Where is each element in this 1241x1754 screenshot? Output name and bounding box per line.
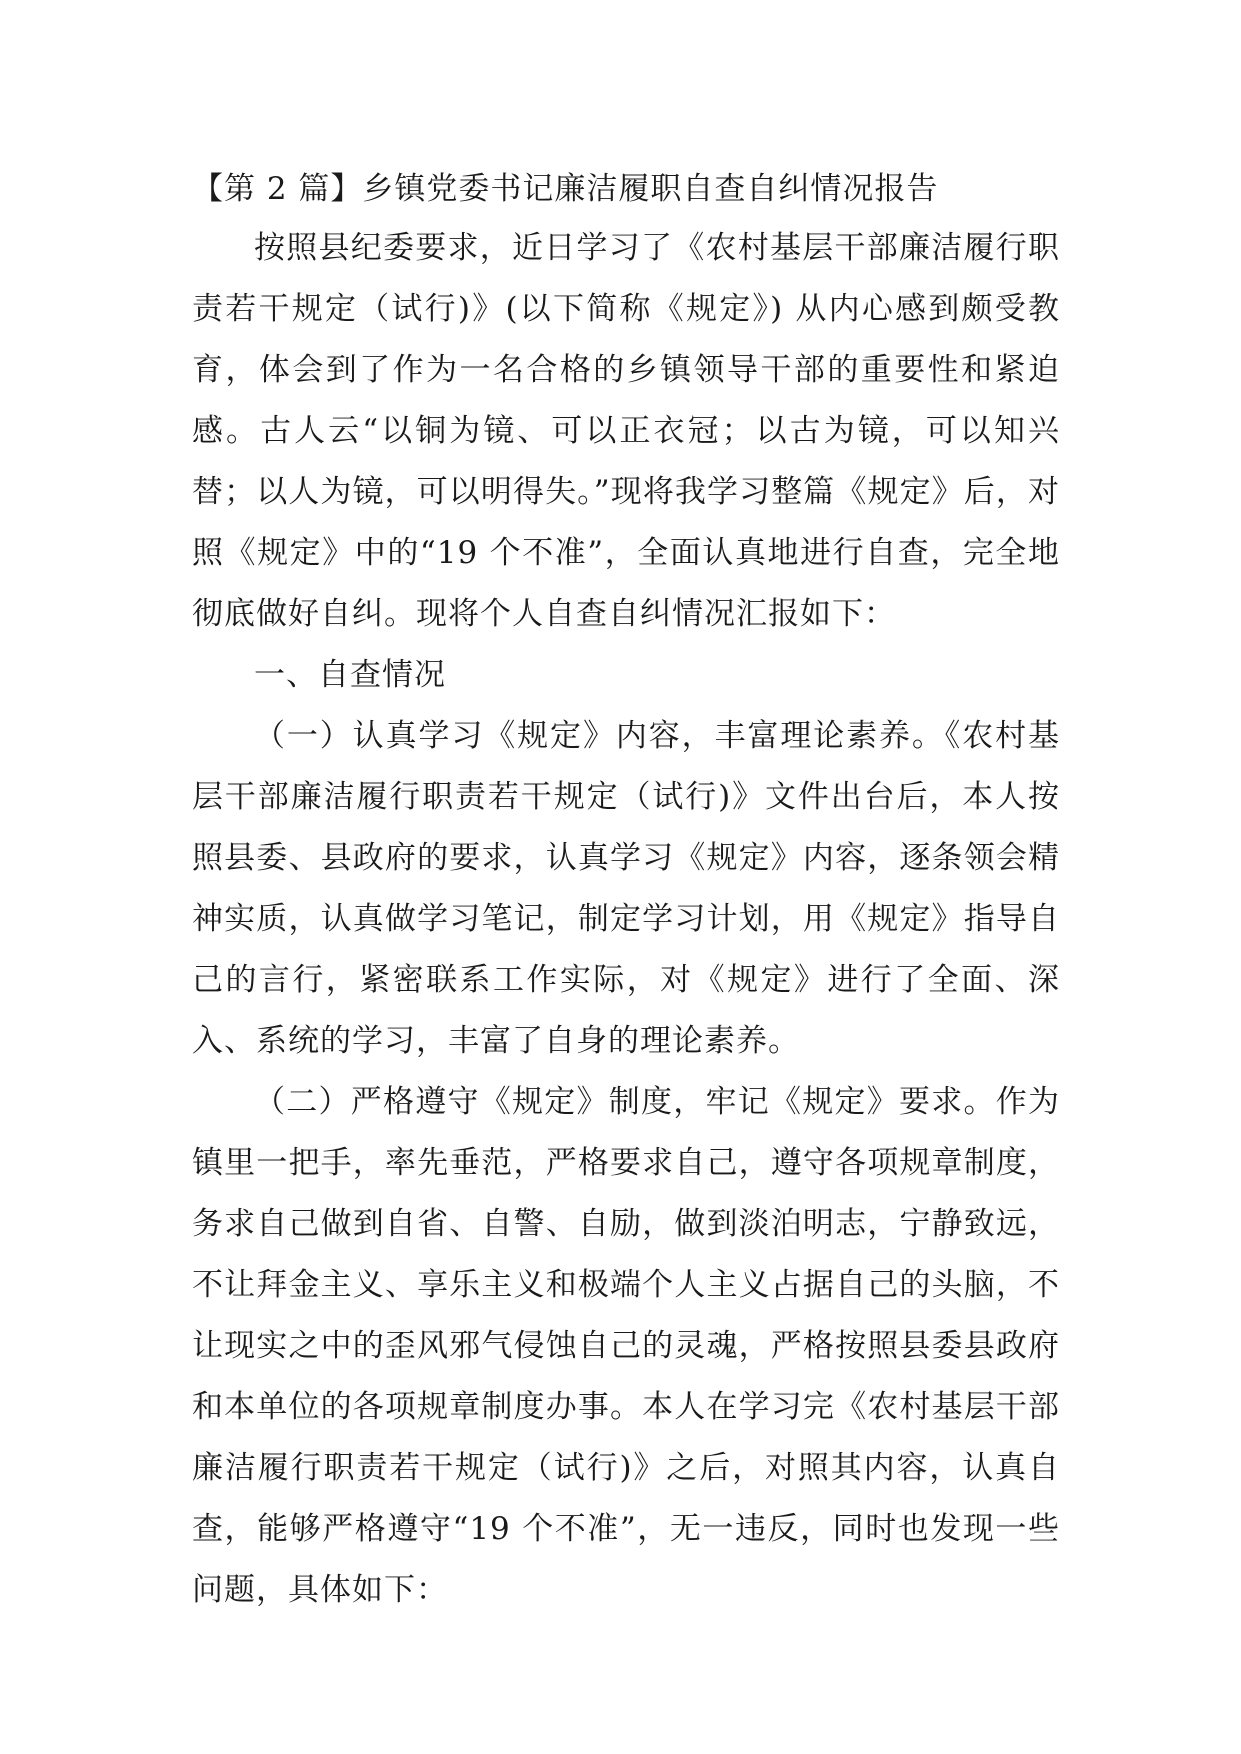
intro-paragraph: 按照县纪委要求，近日学习了《农村基层干部廉洁履行职责若干规定（试行)》(以下简称《规定》) 从内心感到颇受教育，体会到了作为一名合格的乡镇领导干部的重要性和紧迫感。古人云“以铜为镜、可以正衣冠；以古为镜，可以知兴替；以人为镜，可以明得失。”现将我学习整篇《规定》后，对照《规定》中的“19 个不准”，全面认真地进行自查，完全地彻底做好自纠。现将个人自查自纠情况汇报如下： bbox=[192, 230, 1060, 632]
document-body bbox=[192, 160, 1060, 1621]
self-check-item-2: （二）严格遵守《规定》制度，牢记《规定》要求。作为镇里一把手，率先垂范，严格要求自己，遵守各项规章制度，务求自己做到自省、自警、自励，做到淡泊明志，宁静致远，不让拜金主义、享乐主义和极端个人主义占据自己的头脑，不让现实之中的歪风邪气侵蚀自己的灵魂，严格按照县委县政府和本单位的各项规章制度办事。本人在学习完《农村基层干部廉洁履行职责若干规定（试行)》之后，对照其内容，认真自查，能够严格遵守“19 个不准”，无一违反，同时也发现一些问题，具体如下： bbox=[192, 1084, 1060, 1608]
self-check-item-1: （一）认真学习《规定》内容，丰富理论素养。《农村基层干部廉洁履行职责若干规定（试行)》文件出台后，本人按照县委、县政府的要求，认真学习《规定》内容，逐条领会精神实质，认真做学习笔记，制定学习计划，用《规定》指导自己的言行，紧密联系工作实际，对《规定》进行了全面、深入、系统的学习，丰富了自身的理论素养。 bbox=[192, 718, 1060, 1059]
document-title: 【第 2 篇】乡镇党委书记廉洁履职自查自纠情况报告 bbox=[192, 171, 939, 207]
section-heading-self-check: 一、自查情况 bbox=[254, 657, 446, 693]
